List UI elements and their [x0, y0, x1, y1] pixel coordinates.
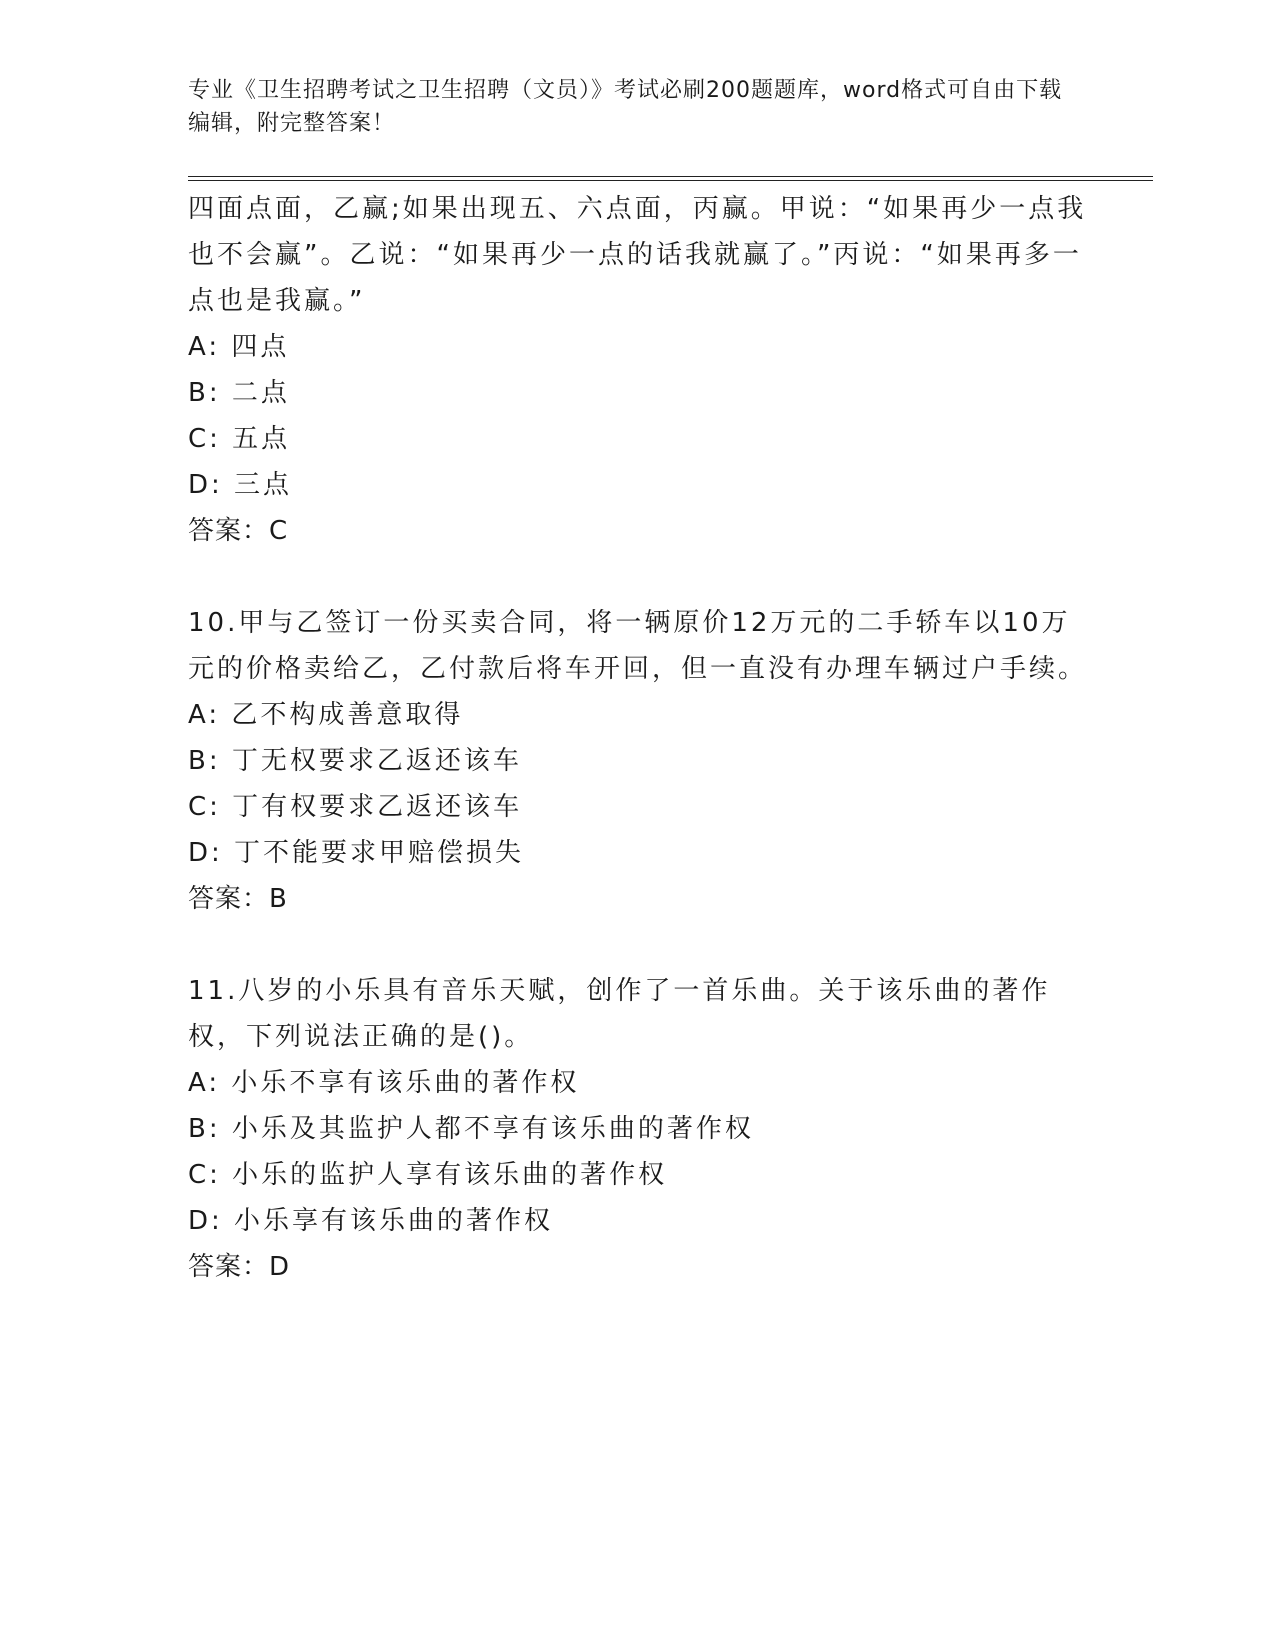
question-9-text: 四面点面，乙赢;如果出现五、六点面，丙赢。甲说：“如果再少一点我也不会赢”。乙说：“如果再少一点的话我就赢了。”丙说：“如果再多一点也是我赢。”: [188, 194, 1087, 316]
question-11-option-b: B: 小乐及其监护人都不享有该乐曲的著作权: [188, 1114, 754, 1144]
document-body: [188, 186, 1088, 1290]
question-11-answer: 答案：D: [188, 1252, 291, 1282]
question-9-option-b: B: 二点: [188, 378, 290, 408]
question-11-block: [188, 968, 1088, 1290]
question-9-option-c: C: 五点: [188, 424, 291, 454]
question-11-option-a: A: 小乐不享有该乐曲的著作权: [188, 1068, 580, 1098]
question-11-option-d: D: 小乐享有该乐曲的著作权: [188, 1206, 554, 1236]
spacer: [188, 922, 1088, 968]
question-11-text: 11.八岁的小乐具有音乐天赋，创作了一首乐曲。关于该乐曲的著作权，下列说法正确的是()。: [188, 976, 1051, 1052]
question-10-option-b: B: 丁无权要求乙返还该车: [188, 746, 522, 776]
question-10-option-a: A: 乙不构成善意取得: [188, 700, 464, 730]
header-rule: [188, 176, 1153, 181]
question-10-block: [188, 600, 1088, 922]
spacer: [188, 554, 1088, 600]
question-11-option-c: C: 小乐的监护人享有该乐曲的著作权: [188, 1160, 668, 1190]
question-9-option-a: A: 四点: [188, 332, 290, 362]
page-header: 专业《卫生招聘考试之卫生招聘（文员）》考试必刷200题题库，word格式可自由下载编辑，附完整答案！: [188, 78, 1063, 136]
question-9-option-d: D: 三点: [188, 470, 293, 500]
question-10-option-c: C: 丁有权要求乙返还该车: [188, 792, 523, 822]
question-9-block: [188, 186, 1088, 554]
question-9-answer: 答案：C: [188, 516, 289, 546]
question-10-text: 10.甲与乙签订一份买卖合同，将一辆原价12万元的二手轿车以10万元的价格卖给乙，乙付款后将车开回，但一直没有办理车辆过户手续。: [188, 608, 1088, 684]
question-10-option-d: D: 丁不能要求甲赔偿损失: [188, 838, 525, 868]
question-10-answer: 答案：B: [188, 884, 288, 914]
